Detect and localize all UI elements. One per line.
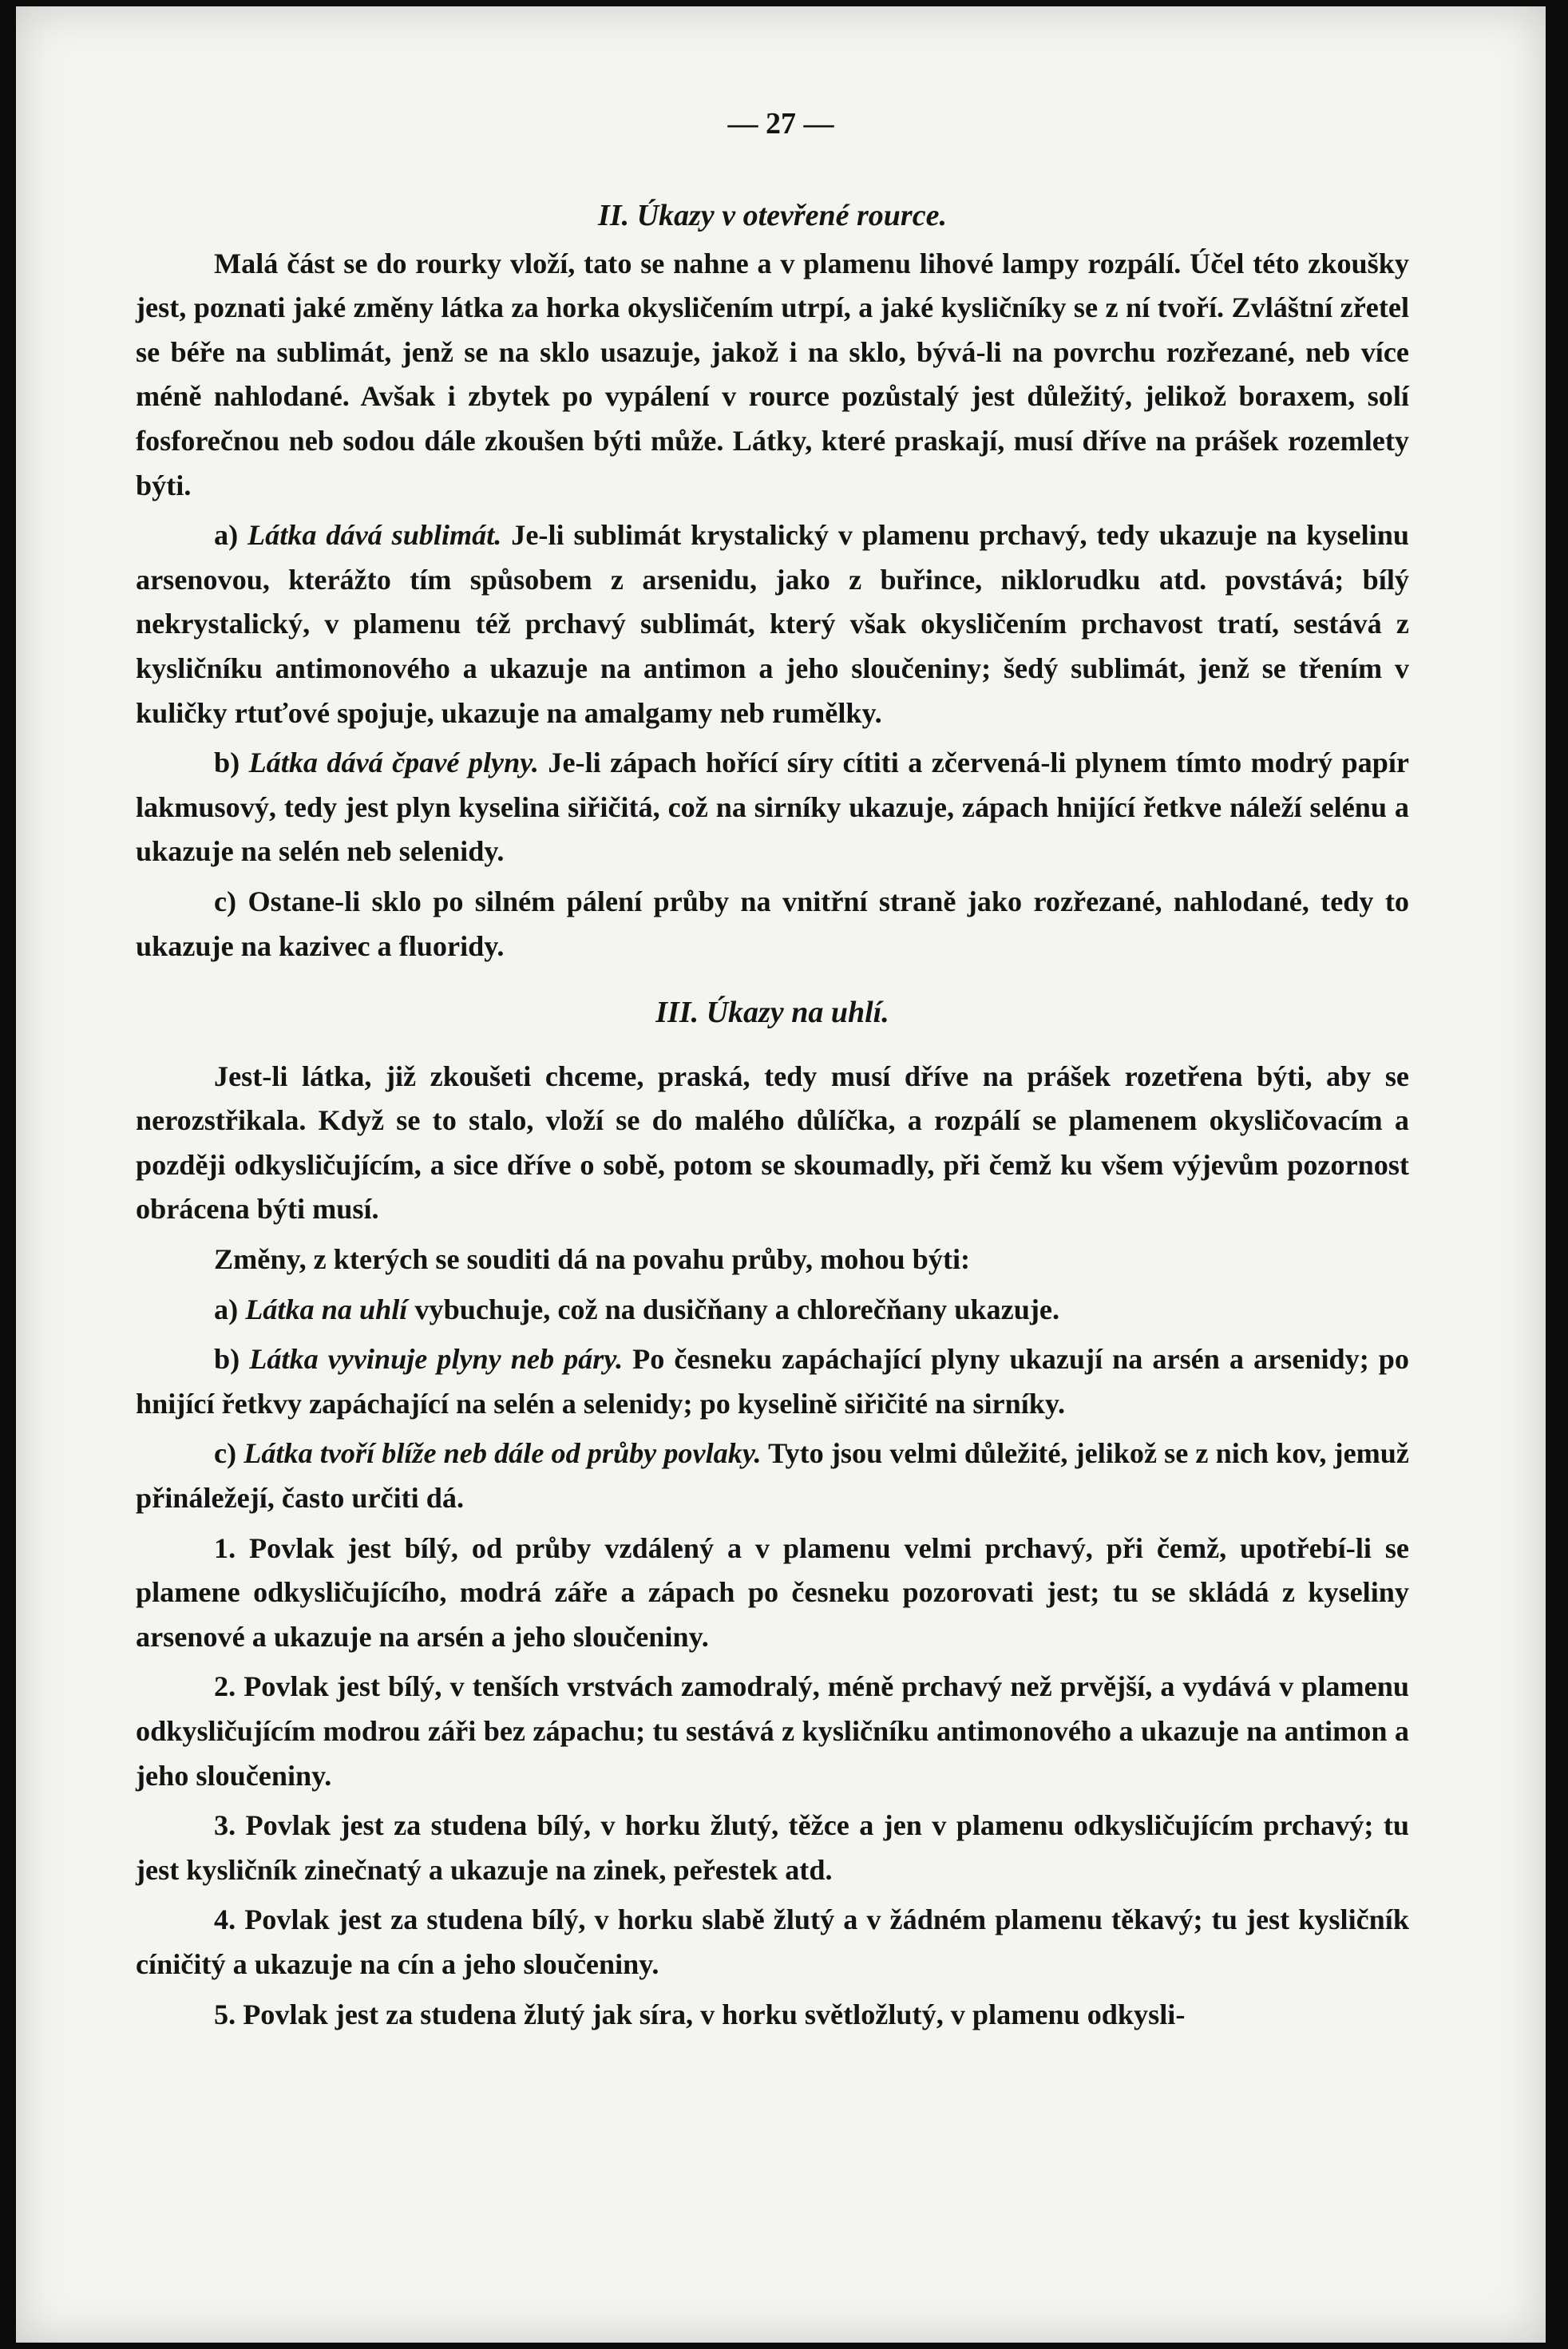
paragraph-coatings xyxy=(136,1432,1409,1520)
numbered-item: 1. Povlak jest bílý, od průby vzdálený a v plamenu velmi prchavý, při čemž, upotřebí-li se plamene odkysličujícího, modrá záře a zápach po česneku pozorovati jest; tu se skládá z kyseliny arsenové a ukazuje na arsén a jeho sloučeniny. xyxy=(136,1531,1409,1653)
item-marker: c) xyxy=(214,1437,237,1470)
item-title: Látka dává čpavé plyny. xyxy=(248,747,539,779)
paragraph-charcoal-intro: Jest-li látka, již zkoušeti chceme, praská, tedy musí dříve na prášek rozetřena býti, aby se nerozstřikala. Když se to stalo, vloží se do malého důlíčka, a rozpálí se plamenem okysličovacím a později odkysličujícím, a sice dříve o sobě, potom se skoumadly, při čemž ku všem výjevům pozornost obrácena býti musí. xyxy=(136,1060,1409,1226)
numbered-item: 5. Povlak jest za studena žlutý jak síra, v horku světložlutý, v plamenu odkysli- xyxy=(214,1998,1186,2030)
numbered-item: 4. Povlak jest za studena bílý, v horku slabě žlutý a v žádném plamenu těkavý; tu jest kysličník cíničitý a ukazuje na cín a jeho sloučeniny. xyxy=(136,1903,1409,1980)
paragraph-pungent-gases xyxy=(136,741,1409,874)
section-heading-open-tube: II. Úkazy v otevřené rource. xyxy=(598,199,947,232)
item-marker: b) xyxy=(214,1343,240,1376)
numbered-item: 2. Povlak jest bílý, v tenších vrstvách zamodralý, méně prchavý než prvější, a vydává v plamenu odkysličujícím modrou záři bez zápachu; tu sestává z kysličníku antimonového a ukazuje na antimon a jeho sloučeniny. xyxy=(136,1670,1409,1792)
paragraph-etched-glass: c) Ostane-li sklo po silném pálení průby na vnitřní straně jako rozřezané, nahlodané, tedy to ukazuje na kazivec a fluoridy. xyxy=(136,885,1409,962)
numbered-item: 3. Povlak jest za studena bílý, v horku žlutý, těžce a jen v plamenu odkysličujícím prchavý; tu jest kysličník zinečnatý a ukazuje na zinek, peřestek atd. xyxy=(136,1809,1409,1886)
paragraph-gases-vapours xyxy=(136,1337,1409,1426)
item-marker: a) xyxy=(214,519,239,552)
page-number: — 27 — xyxy=(727,107,834,141)
page-body xyxy=(136,194,1409,2042)
book-page xyxy=(16,6,1546,2343)
item-text: Tyto jsou velmi důležité, jelikož se z nich kov, jemuž přináležejí, často určiti dá. xyxy=(136,1437,1409,1515)
paragraph-explodes xyxy=(136,1288,1409,1333)
item-marker: a) xyxy=(214,1293,239,1325)
item-text: vybuchuje, což na dusičňany a chlorečňany ukazuje. xyxy=(414,1293,1059,1325)
item-marker: b) xyxy=(214,747,240,779)
paragraph-sublimate xyxy=(136,513,1409,735)
section-heading-charcoal: III. Úkazy na uhlí. xyxy=(655,996,889,1030)
paragraph-changes: Změny, z kterých se souditi dá na povahu průby, mohou býti: xyxy=(214,1243,971,1276)
paragraph-open-tube-intro: Malá část se do rourky vloží, tato se nahne a v plamenu lihové lampy rozpálí. Účel této zkoušky jest, poznati jaké změny látka za horka okysličením utrpí, a jaké kysličníky se z ní tvoří. Zvláštní zřetel se béře na sublimát, jenž se na sklo usazuje, jakož i na sklo, bývá-li na povrchu rozřezané, neb více méně nahlodané. Avšak i zbytek po vypálení v rource pozůstalý jest důležitý, jelikož boraxem, solí fosforečnou neb sodou dále zkoušen býti může. Látky, které praskají, musí dříve na prášek rozemlety býti. xyxy=(136,247,1409,501)
item-title: Látka dává sublimát. xyxy=(247,519,502,552)
item-text: Po česneku zapáchající plyny ukazují na arsén a arsenidy; po hnijící řetkvy zapáchající na selén a selenidy; po kyselině siřičité na sirníky. xyxy=(136,1343,1410,1420)
item-title: Látka vyvinuje plyny neb páry. xyxy=(249,1343,624,1376)
item-title: Látka tvoří blíže neb dále od průby povlaky. xyxy=(244,1437,762,1470)
item-text: Je-li sublimát krystalický v plamenu prchavý, tedy ukazuje na kyselinu arsenovou, kterážto tím spůsobem z arsenidu, jako z buřince, niklorudku atd. povstává; bílý nekrystalický, v plamenu též prchavý sublimát, který však okysličením prchavost tratí, sestává z kysličníku antimonového a ukazuje na antimon a jeho sloučeniny; šedý sublimát, jenž se třením v kuličky rtuťové spojuje, ukazuje na amalgamy neb rumělky. xyxy=(136,519,1409,729)
item-text: Je-li zápach hořící síry cítiti a zčervená-li plynem tímto modrý papír lakmusový, tedy jest plyn kyselina siřičitá, což na sirníky ukazuje, zápach hnijící řetkve náleží selénu a ukazuje na selén neb selenidy. xyxy=(136,747,1409,868)
item-title: Látka na uhlí xyxy=(245,1293,408,1325)
